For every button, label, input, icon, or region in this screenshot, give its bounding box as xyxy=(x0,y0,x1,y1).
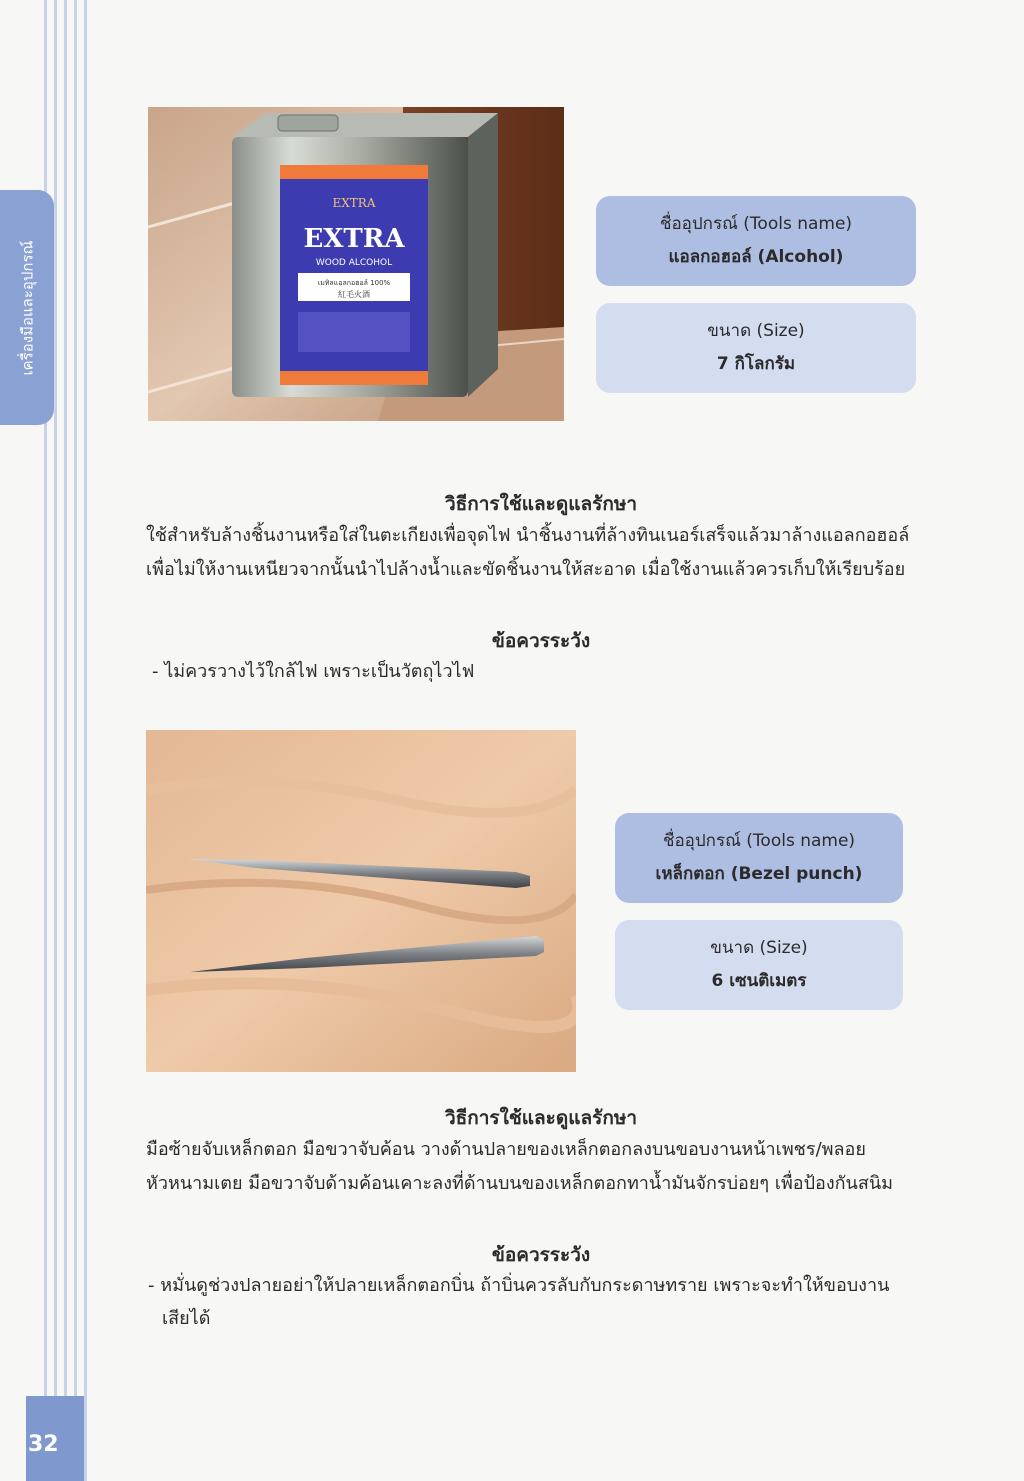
alcohol-usage-line-2: เพื่อไม่ให้งานเหนียวจากนั้นนำไปล้างน้ำและขัดชิ้นงานให้สะอาด เมื่อใช้งานแล้วควรเก็บให้เรียบร้อย xyxy=(146,559,906,580)
bezel-punch-size-box xyxy=(615,920,903,1010)
tool-name-value: แอลกอฮอล์ (Alcohol) xyxy=(668,247,844,267)
alcohol-usage-heading: วิธีการใช้และดูแลรักษา xyxy=(444,493,638,515)
margin-rule xyxy=(74,0,77,1481)
margin-rule xyxy=(84,0,87,1481)
tool-size-label: ขนาด (Size) xyxy=(707,320,805,341)
page-number-badge xyxy=(26,1396,84,1481)
alcohol-name-box xyxy=(596,196,916,286)
chapter-side-tab-label: เครื่องมือและอุปกรณ์ xyxy=(18,240,37,375)
alcohol-size-box xyxy=(596,303,916,393)
tool-name-label: ชื่ออุปกรณ์ (Tools name) xyxy=(659,213,853,234)
alcohol-caution-line-1: - ไม่ควรวางไว้ใกล้ไฟ เพราะเป็นวัตถุไวไฟ xyxy=(152,661,475,682)
tool-size-label: ขนาด (Size) xyxy=(710,937,808,958)
page-number: 32 xyxy=(28,1432,59,1457)
bezel-punch-usage-line-2: หัวหนามเตย มือขวาจับด้ามค้อนเคาะลงที่ด้านบนของเหล็กตอกทาน้ำมันจักรบ่อยๆ เพื่อป้องกันสนิม xyxy=(146,1173,893,1194)
can-label-sub: WOOD ALCOHOL xyxy=(315,258,393,268)
alcohol-usage-line-1: ใช้สำหรับล้างชิ้นงานหรือใส่ในตะเกียงเพื่อจุดไฟ นำชิ้นงานที่ล้างทินเนอร์เสร็จแล้วมาล้างแอลกอฮอล์ xyxy=(146,525,910,546)
tool-size-value: 7 กิโลกรัม xyxy=(716,354,796,374)
tool-size-value: 6 เซนติเมตร xyxy=(711,971,807,991)
can-label-brand: EXTRA xyxy=(303,224,405,254)
bezel-punch-caution-heading: ข้อควรระวัง xyxy=(491,1244,591,1266)
chapter-side-tab xyxy=(0,190,54,425)
bezel-punch-usage-heading: วิธีการใช้และดูแลรักษา xyxy=(444,1107,638,1129)
margin-rule xyxy=(54,0,57,1481)
can-label-top: EXTRA xyxy=(332,196,376,210)
margin-rule xyxy=(64,0,67,1481)
can-label-line: เมทิลแอลกอฮอล์ 100% xyxy=(317,279,391,287)
bezel-punch-caution-line-1: - หมั่นดูช่วงปลายอย่าให้ปลายเหล็กตอกบิ่น ถ้าบิ่นควรลับกับกระดาษทราย เพราะจะทำให้ขอบงาน xyxy=(148,1275,890,1296)
alcohol-caution-heading: ข้อควรระวัง xyxy=(491,630,591,652)
tool-name-value: เหล็กตอก (Bezel punch) xyxy=(655,864,863,884)
can-label-cn: 紅毛火酒 xyxy=(338,290,370,299)
bezel-punch-name-box xyxy=(615,813,903,903)
bezel-punch-photo xyxy=(146,730,576,1072)
alcohol-can-photo xyxy=(148,107,564,421)
bezel-punch-usage-line-1: มือซ้ายจับเหล็กตอก มือขวาจับค้อน วางด้านปลายของเหล็กตอกลงบนขอบงานหน้าเพชร/พลอย xyxy=(146,1139,866,1160)
tool-name-label: ชื่ออุปกรณ์ (Tools name) xyxy=(662,830,856,851)
bezel-punch-caution-line-2: เสียได้ xyxy=(162,1308,211,1329)
